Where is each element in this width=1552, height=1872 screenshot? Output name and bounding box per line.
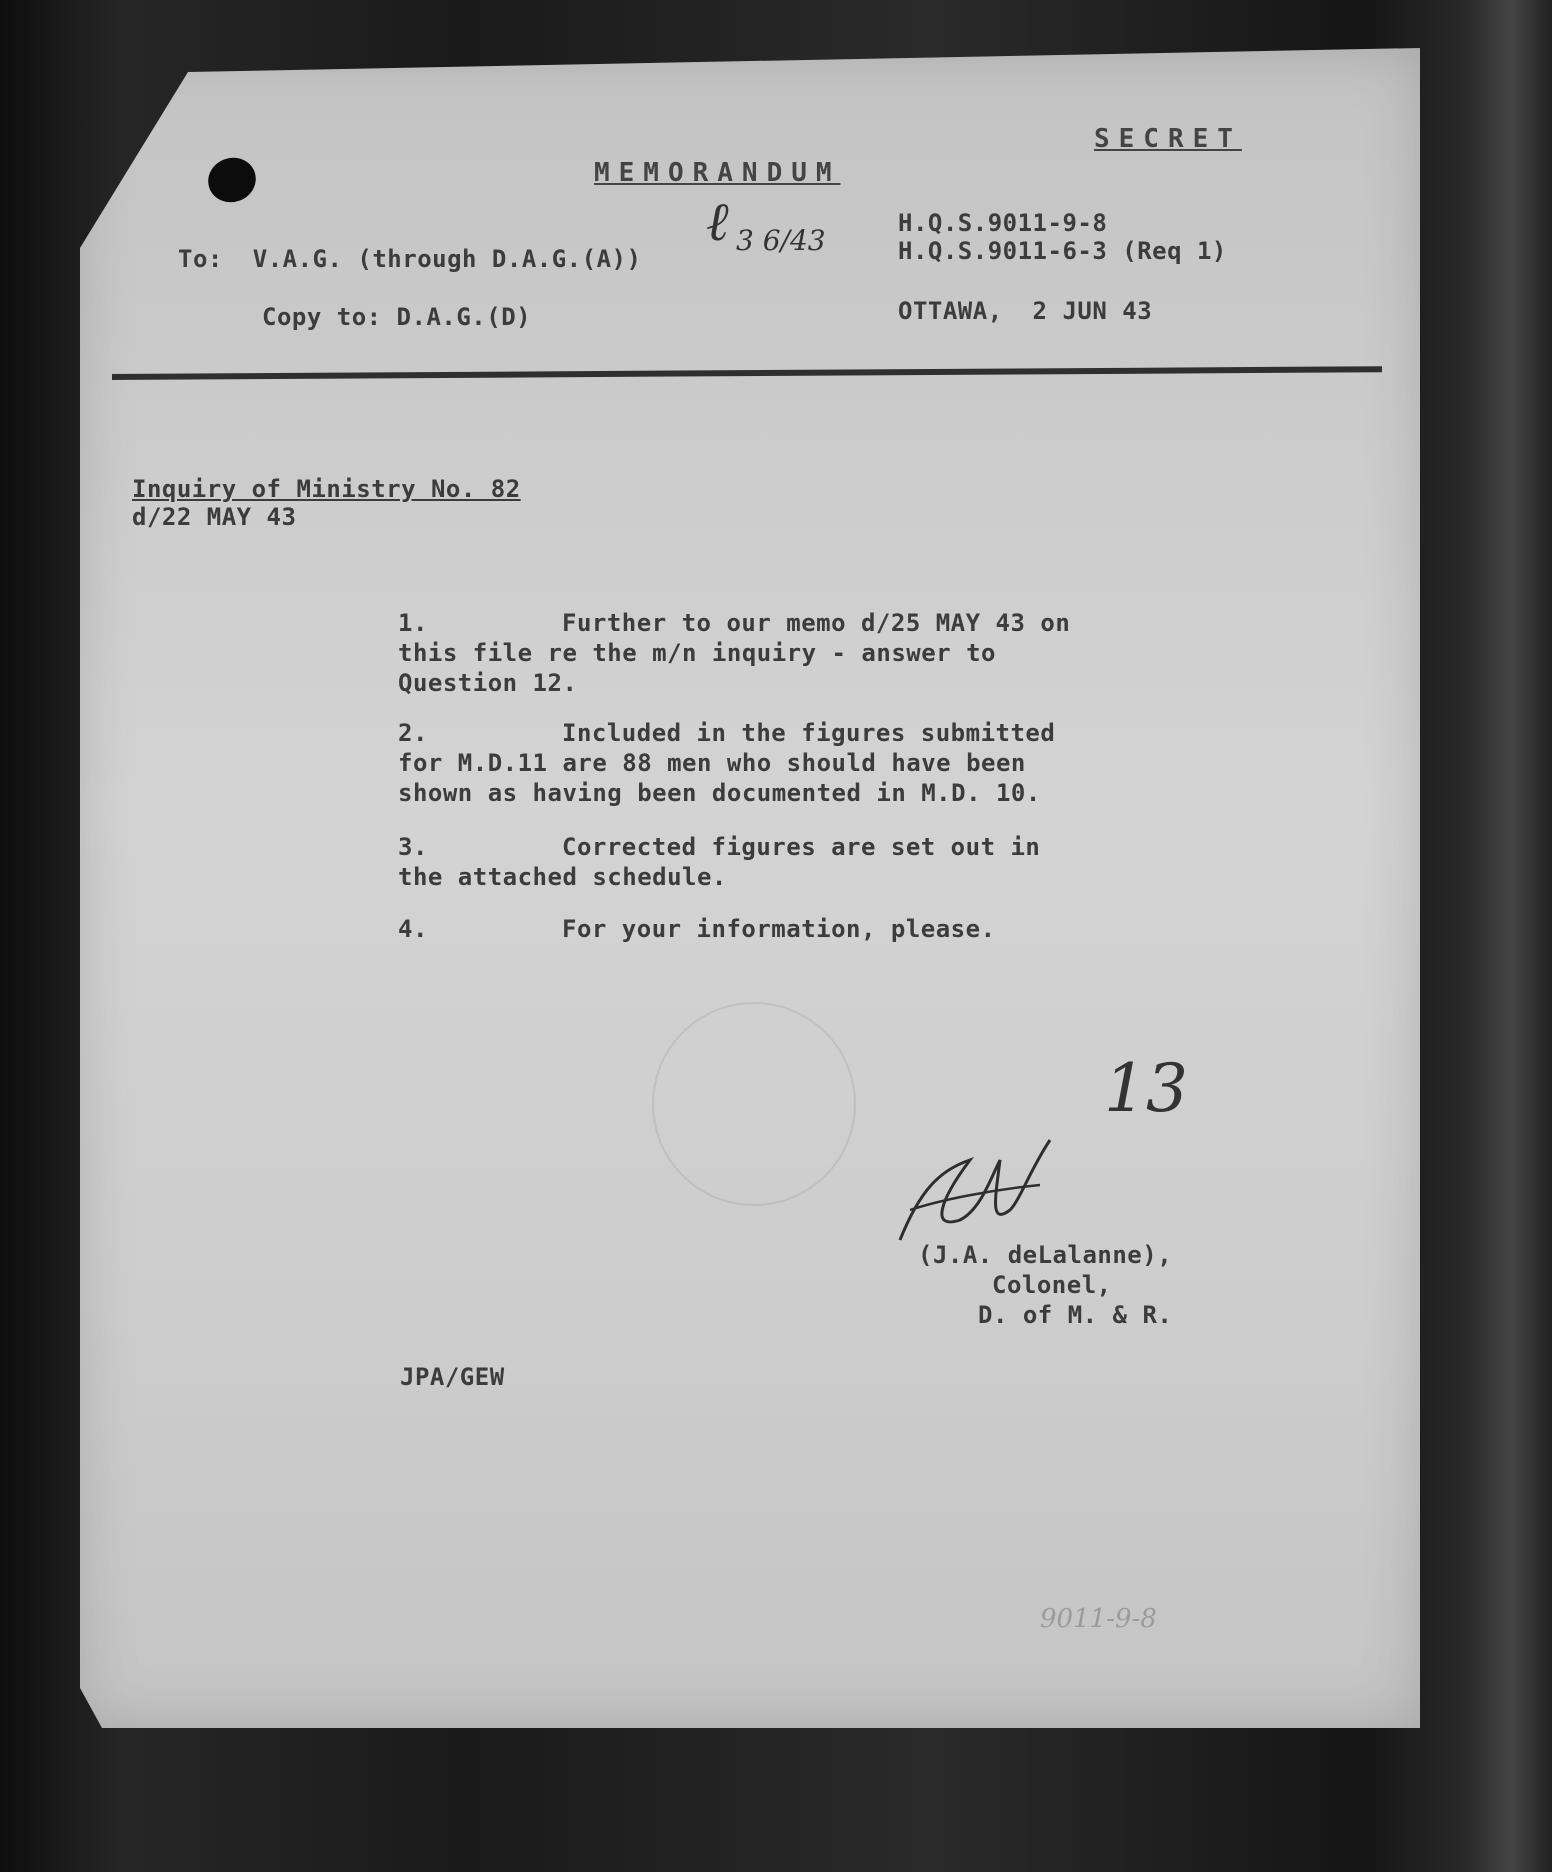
paragraph-line: the attached schedule. [398, 863, 727, 891]
classification-stamp: SECRET [1094, 124, 1242, 154]
copy-to-line: Copy to: D.A.G.(D) [262, 303, 532, 331]
file-ref-1: H.Q.S.9011-9-8 [898, 209, 1108, 237]
handwritten-page-number: 13 [1104, 1050, 1188, 1127]
memo-title: MEMORANDUM [594, 158, 841, 188]
handwritten-date-note: 3 6/43 [736, 224, 826, 257]
memo-page [80, 48, 1420, 1728]
place-date: OTTAWA, 2 JUN 43 [898, 297, 1153, 325]
paragraph-number: 1. [398, 609, 428, 637]
paragraph-line: shown as having been documented in M.D. 10. [398, 779, 1041, 807]
signatory-name: (J.A. deLalanne), [918, 1241, 1173, 1269]
typist-initials: JPA/GEW [400, 1363, 505, 1391]
file-ref-2: H.Q.S.9011-6-3 (Req 1) [898, 237, 1227, 265]
pencil-file-note: 9011-9-8 [1040, 1604, 1157, 1634]
paragraph-number: 4. [398, 915, 428, 943]
paragraph-line: Further to our memo d/25 MAY 43 on [562, 609, 1071, 637]
paragraph-line: Question 12. [398, 669, 578, 697]
paragraph-number: 3. [398, 833, 428, 861]
paragraph-number: 2. [398, 719, 428, 747]
paragraph-line: Included in the figures submitted [562, 719, 1056, 747]
handwritten-mark: ℓ [706, 190, 729, 253]
paragraph-line: For your information, please. [562, 915, 996, 943]
film-edge [1472, 0, 1552, 1872]
subject-line: Inquiry of Ministry No. 82 [132, 475, 521, 503]
subject-date: d/22 MAY 43 [132, 503, 297, 531]
paragraph-line: Corrected figures are set out in [562, 833, 1041, 861]
signatory-rank: Colonel, [992, 1271, 1112, 1299]
paragraph-line: for M.D.11 are 88 men who should have been [398, 749, 1026, 777]
paragraph-line: this file re the m/n inquiry - answer to [398, 639, 996, 667]
signatory-office: D. of M. & R. [978, 1301, 1173, 1329]
faded-stamp [652, 1002, 856, 1206]
to-line: To: V.A.G. (through D.A.G.(A)) [178, 245, 642, 273]
